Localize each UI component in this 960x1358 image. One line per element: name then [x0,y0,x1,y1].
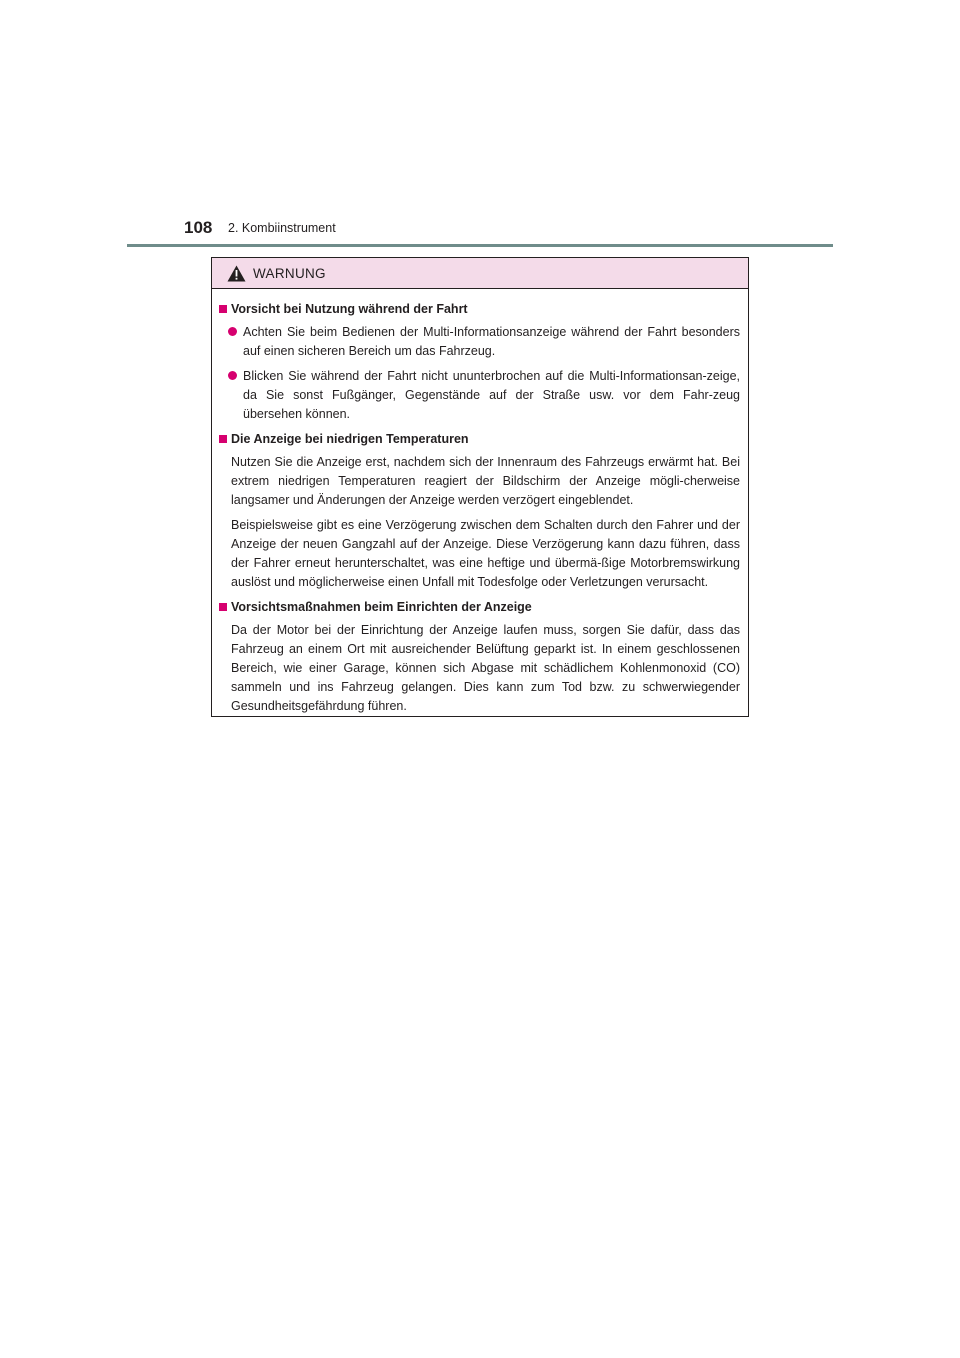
square-bullet-icon [219,305,227,313]
round-bullet-icon [228,371,237,380]
header-rule [127,244,833,247]
page-number: 108 [184,218,213,237]
list-item [217,323,740,361]
section-title: 2. Kombiinstrument [228,221,336,235]
warning-header [212,258,748,289]
square-bullet-icon [219,603,227,611]
section-driving [217,300,740,424]
paragraph: Beispielsweise gibt es eine Verzögerung zwischen dem Schalten durch den Fahrer und der Anzeige der neuen Gangzahl auf der Anzeige. Diese Verzögerung kann dazu führen, dass der Fahrer erneut herunterschaltet, was eine heftige und übermä-ßige Motorbremswirkung auslöst und möglicherweise einen Unfall mit Todesfolge oder Verletzungen verursacht. [231,518,740,589]
section-heading: Die Anzeige bei niedrigen Temperaturen [231,432,469,446]
section-low-temperatures [217,430,740,592]
bullet-text: Achten Sie beim Bedienen der Multi-Informationsanzeige während der Fahrt besonders auf einen sicheren Bereich um das Fahrzeug. [243,325,740,358]
warning-body [212,289,748,716]
section-heading: Vorsichtsmaßnahmen beim Einrichten der Anzeige [231,600,532,614]
bullet-text: Blicken Sie während der Fahrt nicht ununterbrochen auf die Multi-Informationsan-zeige, da Sie sonst Fußgänger, Gegenstände auf der Straße usw. vor dem Fahr-zeug übersehen können. [243,369,740,421]
section-heading: Vorsicht bei Nutzung während der Fahrt [231,302,468,316]
warning-title: WARNUNG [253,265,326,281]
section-setup-precautions [217,598,740,716]
square-bullet-icon [219,435,227,443]
list-item [217,367,740,424]
paragraph: Nutzen Sie die Anzeige erst, nachdem sich der Innenraum des Fahrzeugs erwärmt hat. Bei extrem niedrigen Temperaturen reagiert der Bildschirm der Anzeige mögli-cherweise langsamer und Änderungen der Anzeige werden verzögert eingeblendet. [231,455,740,507]
warning-box [211,257,749,717]
warning-triangle-icon [227,265,246,282]
paragraph: Da der Motor bei der Einrichtung der Anzeige laufen muss, sorgen Sie dafür, dass das Fahrzeug an einem Ort mit ausreichender Belüftung geparkt ist. In einem geschlossenen Bereich, wie einer Garage, können sich Abgase mit schädlichem Kohlenmonoxid (CO) sammeln und ins Fahrzeug gelangen. Dies kann zum Tod bzw. zu schwerwiegender Gesundheitsgefährdung führen. [231,623,740,713]
round-bullet-icon [228,327,237,336]
